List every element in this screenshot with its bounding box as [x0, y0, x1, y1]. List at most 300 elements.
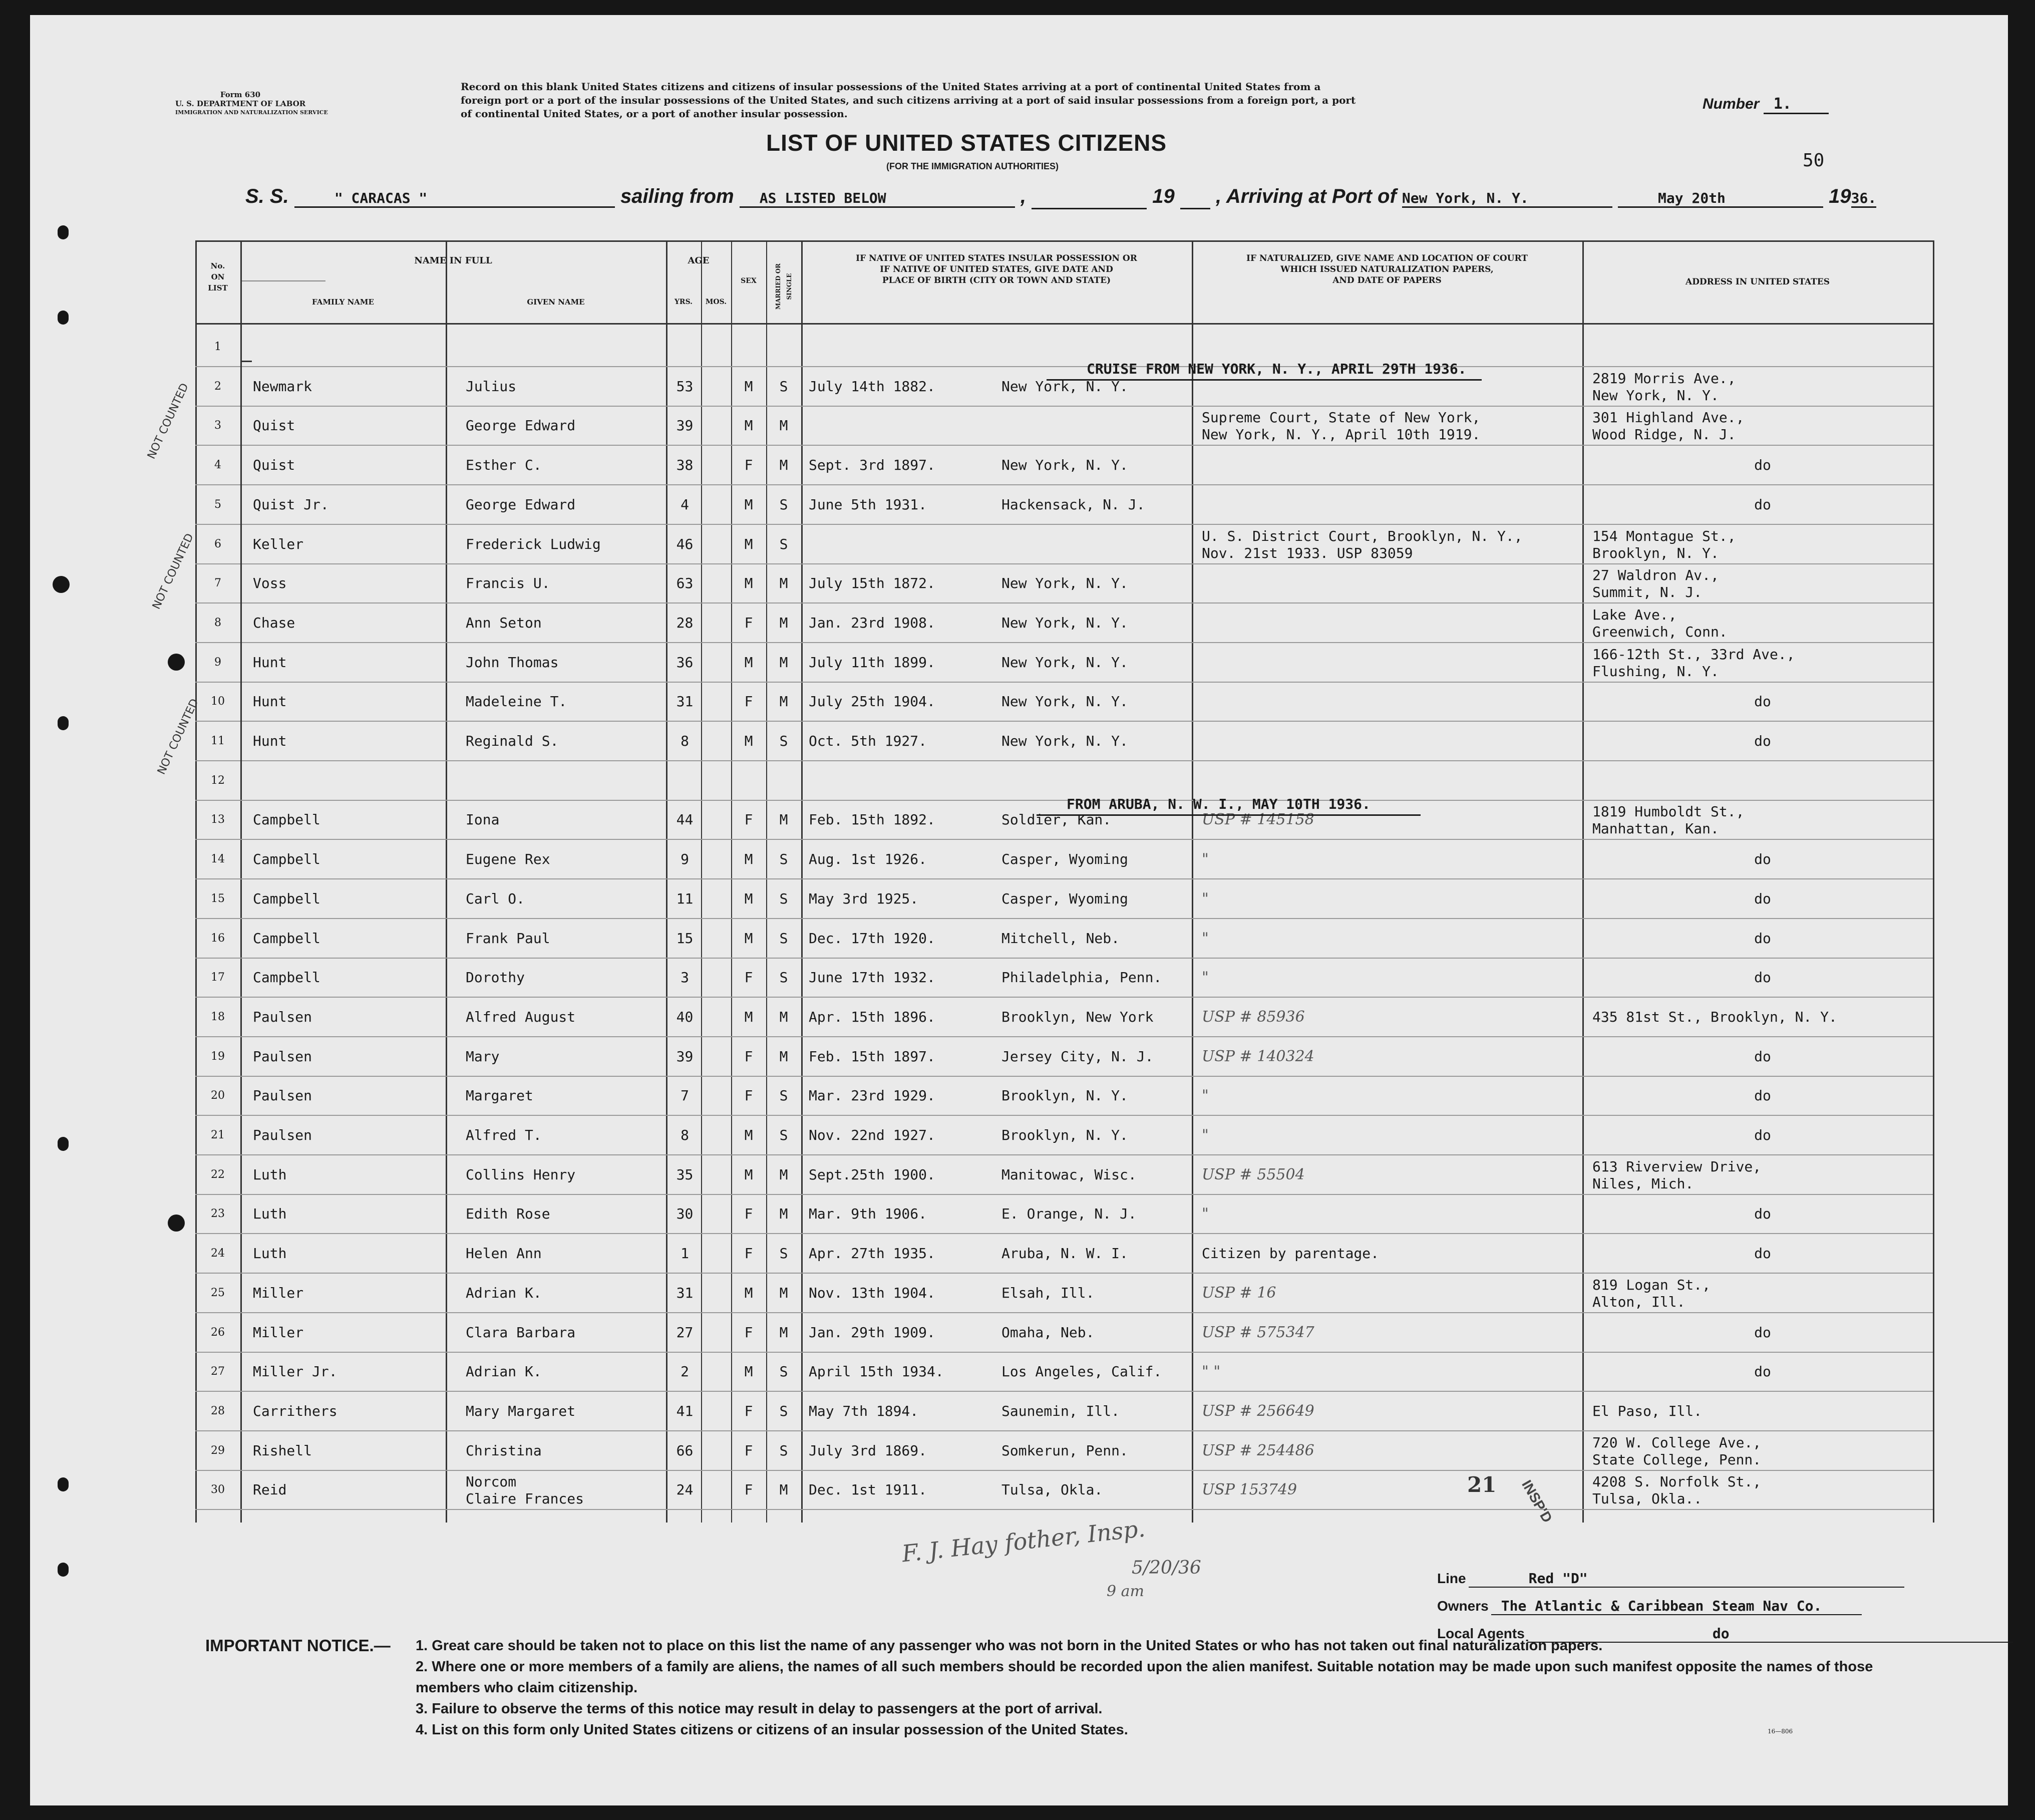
- given-name: Francis U.: [466, 575, 550, 592]
- sex: M: [744, 417, 753, 434]
- ss-label: S. S.: [245, 185, 289, 207]
- naturalization: ": [1202, 889, 1209, 907]
- marital-status: M: [779, 1205, 788, 1223]
- binder-hole: [168, 1215, 185, 1232]
- birth-date: Aug. 1st 1926.: [809, 851, 927, 868]
- binder-hole: [58, 311, 69, 325]
- table-row: [195, 1193, 1933, 1234]
- birth-place: E. Orange, N. J.: [1001, 1205, 1137, 1223]
- manifest-sheet: [30, 15, 2008, 1805]
- age-years: 40: [676, 1008, 694, 1025]
- agents-label: Local Agents: [1437, 1626, 1525, 1641]
- marital-status: S: [779, 1087, 788, 1104]
- age-years: 7: [681, 1087, 689, 1104]
- us-address: Lake Ave., Greenwich, Conn.: [1592, 606, 1728, 640]
- birth-place: Saunemin, Ill.: [1001, 1402, 1120, 1419]
- arrival-date: May 20th: [1618, 190, 1823, 208]
- family-name: Chase: [253, 614, 295, 631]
- row-number: 12: [211, 774, 225, 787]
- number-label: Number: [1703, 96, 1760, 112]
- table-row: [195, 918, 1933, 959]
- row-number: 2: [214, 380, 221, 393]
- naturalization: USP # 145158: [1202, 811, 1314, 829]
- table-row: [195, 957, 1933, 998]
- table-row: [195, 1233, 1933, 1274]
- record-note-line: of continental United States, or a port of another insular possession.: [461, 108, 848, 120]
- sex: F: [744, 1048, 753, 1065]
- table-row: [195, 760, 1933, 801]
- family-name: Campbell: [253, 969, 320, 986]
- row-number: 6: [214, 537, 221, 550]
- marital-status: M: [779, 457, 788, 474]
- table-row: [195, 563, 1933, 603]
- marital-status: S: [779, 733, 788, 749]
- line-value: Red "D": [1469, 1570, 1904, 1588]
- sex: F: [744, 1481, 753, 1498]
- age-years: 24: [676, 1481, 694, 1498]
- row-number: 7: [214, 577, 221, 590]
- us-address: do: [1754, 930, 1771, 947]
- sex: M: [744, 1008, 753, 1025]
- naturalization: U. S. District Court, Brooklyn, N. Y., Nov. 21st 1933. USP 83059: [1202, 527, 1523, 561]
- birth-place: Omaha, Neb.: [1001, 1324, 1095, 1341]
- given-name: Iona: [466, 811, 500, 828]
- marital-status: M: [779, 1324, 788, 1341]
- us-address: 1819 Humboldt St., Manhattan, Kan.: [1592, 803, 1745, 837]
- form-number: Form 630: [220, 90, 261, 99]
- notice-item: 2. Where one or more members of a family are aliens, the names of all such members should be recorded upon the alien manifest. Suitable notation may be made upon such manifest opposite the names of those members who claim citizenship.: [416, 1659, 1873, 1696]
- naturalization: Citizen by parentage.: [1202, 1245, 1380, 1262]
- given-name: Edith Rose: [466, 1205, 550, 1223]
- age-years: 41: [676, 1402, 694, 1419]
- marital-status: S: [779, 930, 788, 947]
- given-name: Mary: [466, 1048, 500, 1065]
- header-yrs: YRS.: [674, 298, 693, 306]
- us-address: do: [1754, 851, 1771, 868]
- year-prefix-2: 19: [1829, 185, 1851, 207]
- sex: M: [744, 378, 753, 395]
- row-number: 9: [214, 656, 221, 669]
- sex: F: [744, 457, 753, 474]
- age-years: 39: [676, 417, 694, 434]
- family-name: Hunt: [253, 693, 287, 710]
- given-name: Frank Paul: [466, 930, 550, 947]
- row-number: 4: [214, 459, 221, 472]
- birth-place: Jersey City, N. J.: [1001, 1048, 1154, 1065]
- sex: M: [744, 733, 753, 749]
- birth-place: Brooklyn, N. Y.: [1001, 1127, 1128, 1143]
- birth-place: New York, N. Y.: [1001, 614, 1128, 631]
- marital-status: S: [779, 535, 788, 552]
- naturalization: Supreme Court, State of New York, New York, N. Y., April 10th 1919.: [1202, 409, 1481, 443]
- record-note-line: foreign port or a port of the insular possessions of the United States, and such citizens arriving at a port of said insular possessions from a foreign port, a port: [461, 94, 1356, 106]
- row-number: 23: [211, 1207, 225, 1221]
- family-name: Luth: [253, 1166, 287, 1183]
- us-address: do: [1754, 1048, 1771, 1065]
- age-years: 35: [676, 1166, 694, 1183]
- age-years: 38: [676, 457, 694, 474]
- owners-label: Owners: [1437, 1598, 1489, 1614]
- age-years: 27: [676, 1324, 694, 1341]
- inspector-signature: F. J. Hay fother, Insp.: [900, 1514, 1147, 1568]
- sex: M: [744, 1127, 753, 1143]
- table-row: [195, 602, 1933, 643]
- date-blank: [1032, 185, 1147, 209]
- row-number: 28: [211, 1404, 225, 1417]
- us-address: El Paso, Ill.: [1592, 1402, 1703, 1419]
- age-years: 8: [681, 1127, 689, 1143]
- record-instructions: [461, 80, 1355, 121]
- marital-status: M: [779, 1008, 788, 1025]
- header-address: ADDRESS IN UNITED STATES: [1685, 277, 1830, 287]
- row-number: 11: [211, 735, 225, 747]
- family-name: Campbell: [253, 851, 320, 868]
- family-name: Quist Jr.: [253, 496, 329, 513]
- table-row: [195, 484, 1933, 525]
- birth-date: Sept. 3rd 1897.: [809, 457, 935, 474]
- marital-status: M: [779, 417, 788, 434]
- us-address: 27 Waldron Av., Summit, N. J.: [1592, 567, 1719, 601]
- birth-date: April 15th 1934.: [809, 1363, 944, 1380]
- marital-status: S: [779, 1127, 788, 1143]
- binder-hole: [58, 1477, 69, 1491]
- row-number: 15: [211, 892, 225, 905]
- marital-status: S: [779, 1363, 788, 1380]
- row-number: 19: [211, 1050, 225, 1063]
- birth-date: July 15th 1872.: [809, 575, 935, 592]
- owners-field: [1437, 1598, 1862, 1615]
- us-address: 613 Riverview Drive, Niles, Mich.: [1592, 1158, 1762, 1192]
- sex: M: [744, 851, 753, 868]
- table-row: [195, 445, 1933, 485]
- birth-date: Dec. 17th 1920.: [809, 930, 935, 947]
- given-name: Clara Barbara: [466, 1324, 576, 1341]
- marital-status: M: [779, 1284, 788, 1301]
- birth-place: Soldier, Kan.: [1001, 811, 1112, 828]
- sex: M: [744, 496, 753, 513]
- us-address: do: [1754, 1324, 1771, 1341]
- age-years: 30: [676, 1205, 694, 1223]
- department-name: U. S. DEPARTMENT OF LABOR: [175, 99, 306, 108]
- us-address: 2819 Morris Ave., New York, N. Y.: [1592, 370, 1736, 404]
- form-subtitle: (FOR THE IMMIGRATION AUTHORITIES): [886, 161, 1059, 171]
- row-number: 27: [211, 1365, 225, 1378]
- marital-status: S: [779, 1245, 788, 1262]
- form-identifier: [175, 90, 328, 117]
- table-row: [195, 1469, 1933, 1510]
- owners-value: The Atlantic & Caribbean Steam Nav Co.: [1491, 1598, 1862, 1615]
- given-name: Ann Seton: [466, 614, 542, 631]
- us-address: 301 Highland Ave., Wood Ridge, N. J.: [1592, 409, 1745, 443]
- row-number: 1: [214, 341, 221, 353]
- header-given-name: GIVEN NAME: [527, 297, 585, 307]
- given-name: Frederick Ludwig: [466, 535, 601, 552]
- naturalization: USP # 85936: [1202, 1008, 1305, 1026]
- naturalization: USP # 140324: [1202, 1047, 1314, 1065]
- marital-status: S: [779, 1402, 788, 1419]
- us-address: do: [1754, 1245, 1771, 1262]
- marital-status: S: [779, 890, 788, 907]
- count-annotation: 21: [1467, 1472, 1497, 1497]
- birth-place: Casper, Wyoming: [1001, 890, 1128, 907]
- given-name: Margaret: [466, 1087, 533, 1104]
- age-years: 3: [681, 969, 689, 986]
- ship-name: " CARACAS ": [294, 190, 615, 208]
- age-years: 11: [676, 890, 694, 907]
- row-number: 10: [211, 695, 225, 708]
- sex: M: [744, 1284, 753, 1301]
- naturalization: ": [1202, 1087, 1209, 1105]
- given-name: John Thomas: [466, 654, 559, 671]
- age-years: 4: [681, 496, 689, 513]
- birth-date: June 17th 1932.: [809, 969, 935, 986]
- naturalization: USP # 55504: [1202, 1165, 1305, 1183]
- binder-hole: [58, 225, 69, 239]
- line-label: Line: [1437, 1571, 1466, 1586]
- not-counted-stamp: NOT COUNTED: [150, 531, 196, 612]
- birth-date: Feb. 15th 1897.: [809, 1048, 935, 1065]
- sex: F: [744, 693, 753, 710]
- section-heading: FROM ARUBA, N. W. I., MAY 10TH 1936.: [1037, 796, 1421, 816]
- table-row: [195, 642, 1933, 683]
- table-row: [195, 1154, 1933, 1195]
- age-years: 2: [681, 1363, 689, 1380]
- page-number: 50: [1803, 150, 1825, 171]
- marital-status: M: [779, 1166, 788, 1183]
- birth-date: Apr. 15th 1896.: [809, 1008, 935, 1025]
- marital-status: M: [779, 1481, 788, 1498]
- row-number: 18: [211, 1010, 225, 1023]
- notice-item: 3. Failure to observe the terms of this notice may result in delay to passengers at the port of arrival.: [416, 1701, 1103, 1717]
- age-years: 66: [676, 1442, 694, 1459]
- us-address: do: [1754, 1127, 1771, 1143]
- naturalization: ": [1202, 969, 1209, 987]
- given-name: Collins Henry: [466, 1166, 576, 1183]
- birth-place: Brooklyn, New York: [1001, 1008, 1154, 1025]
- record-note-line: Record on this blank United States citizens and citizens of insular possessions of the United States arriving at a port of continental United States from a: [461, 81, 1321, 93]
- given-name: Christina: [466, 1442, 542, 1459]
- birth-date: Feb. 15th 1892.: [809, 811, 935, 828]
- notice-item: 1. Great care should be taken not to place on this list the name of any passenger who was not born in the United States or who has not taken out final naturalization papers.: [416, 1638, 1603, 1654]
- birth-date: Jan. 23rd 1908.: [809, 614, 935, 631]
- marital-status: S: [779, 496, 788, 513]
- birth-place: New York, N. Y.: [1001, 693, 1128, 710]
- birth-place: Manitowac, Wisc.: [1001, 1166, 1137, 1183]
- naturalization: ": [1202, 1205, 1209, 1223]
- birth-date: June 5th 1931.: [809, 496, 927, 513]
- table-row: [195, 1075, 1933, 1116]
- us-address: 720 W. College Ave., State College, Penn.: [1592, 1434, 1762, 1468]
- binder-hole: [58, 1563, 69, 1577]
- birth-place: Somkerun, Penn.: [1001, 1442, 1128, 1459]
- given-name: Esther C.: [466, 457, 542, 474]
- us-address: 819 Logan St., Alton, Ill.: [1592, 1276, 1711, 1310]
- row-number: 5: [214, 498, 221, 511]
- table-row: [195, 1115, 1933, 1155]
- row-number: 24: [211, 1247, 225, 1260]
- birth-date: Jan. 29th 1909.: [809, 1324, 935, 1341]
- birth-place: New York, N. Y.: [1001, 654, 1128, 671]
- marital-status: M: [779, 654, 788, 671]
- birth-date: Oct. 5th 1927.: [809, 733, 927, 749]
- given-name: Dorothy: [466, 969, 525, 986]
- row-number: 26: [211, 1326, 225, 1339]
- header-sex: SEX: [741, 277, 757, 285]
- sex: M: [744, 535, 753, 552]
- birth-date: May 3rd 1925.: [809, 890, 919, 907]
- row-number: 25: [211, 1286, 225, 1299]
- voyage-line: [245, 185, 1876, 209]
- header-birth: IF NATIVE OF UNITED STATES INSULAR POSSESSION OR IF NATIVE OF UNITED STATES, GIVE DATE AND PLACE OF BIRTH (CITY OR TOWN AND STATE): [856, 253, 1137, 285]
- birth-place: Hackensack, N. J.: [1001, 496, 1145, 513]
- passenger-table: [195, 240, 1933, 1523]
- birth-date: July 14th 1882.: [809, 378, 935, 395]
- us-address: 166-12th St., 33rd Ave., Flushing, N. Y.: [1592, 646, 1795, 680]
- row-number: 14: [211, 853, 225, 866]
- row-number: 20: [211, 1089, 225, 1102]
- header-mos: MOS.: [705, 298, 727, 306]
- sex: F: [744, 969, 753, 986]
- row-number: 8: [214, 616, 221, 629]
- naturalization: USP # 575347: [1202, 1323, 1314, 1341]
- family-name: Newmark: [253, 378, 312, 395]
- given-name: Alfred T.: [466, 1127, 542, 1143]
- table-row: [195, 524, 1933, 564]
- birth-place: New York, N. Y.: [1001, 733, 1128, 749]
- form-code: 16—806: [1768, 1728, 1793, 1735]
- family-name: Paulsen: [253, 1127, 312, 1143]
- age-years: 44: [676, 811, 694, 828]
- birth-place: Philadelphia, Penn.: [1001, 969, 1162, 986]
- us-address: do: [1754, 1205, 1771, 1223]
- given-name: Carl O.: [466, 890, 525, 907]
- given-name: Adrian K.: [466, 1284, 542, 1301]
- table-row: [195, 1312, 1933, 1353]
- row-number: 22: [211, 1168, 225, 1181]
- sex: F: [744, 1245, 753, 1262]
- marital-status: M: [779, 693, 788, 710]
- family-name: Quist: [253, 457, 295, 474]
- number-value: 1.: [1764, 95, 1829, 114]
- not-counted-stamp: NOT COUNTED: [155, 697, 201, 777]
- age-years: 28: [676, 614, 694, 631]
- birth-place: Los Angeles, Calif.: [1001, 1363, 1162, 1380]
- sex: F: [744, 1087, 753, 1104]
- birth-place: Aruba, N. W. I.: [1001, 1245, 1128, 1262]
- family-name: Keller: [253, 535, 304, 552]
- row-number: 21: [211, 1129, 225, 1141]
- family-name: Hunt: [253, 654, 287, 671]
- table-row: [195, 681, 1933, 722]
- given-name: Madeleine T.: [466, 693, 567, 710]
- row-number: 29: [211, 1444, 225, 1457]
- family-name: Miller: [253, 1324, 304, 1341]
- birth-date: Apr. 27th 1935.: [809, 1245, 935, 1262]
- sex: F: [744, 1205, 753, 1223]
- birth-place: Mitchell, Neb.: [1001, 930, 1120, 947]
- us-address: 4208 S. Norfolk St., Tulsa, Okla..: [1592, 1473, 1762, 1507]
- given-name: Reginald S.: [466, 733, 559, 749]
- age-years: 46: [676, 535, 694, 552]
- naturalization: USP 153749: [1202, 1481, 1297, 1499]
- age-years: 1: [681, 1245, 689, 1262]
- row-number: 17: [211, 971, 225, 984]
- family-name: Campbell: [253, 811, 320, 828]
- family-name: Paulsen: [253, 1087, 312, 1104]
- important-notice: [205, 1635, 1908, 1740]
- age-years: 9: [681, 851, 689, 868]
- section-heading: CRUISE FROM NEW YORK, N. Y., APRIL 29TH 1936.: [1047, 361, 1482, 381]
- given-name: Alfred August: [466, 1008, 576, 1025]
- arrival-year: 36.: [1851, 190, 1877, 208]
- family-name: Luth: [253, 1245, 287, 1262]
- family-name: Paulsen: [253, 1048, 312, 1065]
- binder-hole: [58, 716, 69, 730]
- given-name: Norcom Claire Frances: [466, 1473, 584, 1507]
- age-years: 31: [676, 693, 694, 710]
- given-name: Adrian K.: [466, 1363, 542, 1380]
- binder-hole: [58, 1137, 69, 1151]
- sex: F: [744, 1324, 753, 1341]
- row-number: 30: [211, 1483, 225, 1496]
- family-name: Campbell: [253, 890, 320, 907]
- binder-hole: [168, 654, 185, 671]
- arriving-label: , Arriving at Port of: [1216, 185, 1397, 207]
- marital-status: M: [779, 614, 788, 631]
- birth-date: July 25th 1904.: [809, 693, 935, 710]
- us-address: do: [1754, 496, 1771, 513]
- naturalization: ": [1202, 850, 1209, 868]
- year-prefix: 19: [1152, 185, 1175, 207]
- family-bracket: [240, 361, 252, 768]
- form-title: LIST OF UNITED STATES CITIZENS: [766, 130, 1167, 156]
- family-name: Paulsen: [253, 1008, 312, 1025]
- age-years: 63: [676, 575, 694, 592]
- family-name: Voss: [253, 575, 287, 592]
- naturalization: " ": [1202, 1363, 1221, 1381]
- us-address: do: [1754, 1363, 1771, 1380]
- notice-label: IMPORTANT NOTICE.—: [205, 1636, 391, 1655]
- given-name: Eugene Rex: [466, 851, 550, 868]
- sailing-from: AS LISTED BELOW: [740, 190, 1015, 208]
- table-row: [195, 997, 1933, 1037]
- table-row: [195, 1351, 1933, 1392]
- marital-status: S: [779, 969, 788, 986]
- sailing-label: sailing from: [620, 185, 734, 207]
- birth-place: Casper, Wyoming: [1001, 851, 1128, 868]
- birth-place: New York, N. Y.: [1001, 378, 1128, 395]
- birth-date: Dec. 1st 1911.: [809, 1481, 927, 1498]
- given-name: George Edward: [466, 417, 576, 434]
- birth-place: Brooklyn, N. Y.: [1001, 1087, 1128, 1104]
- family-name: Miller Jr.: [253, 1363, 337, 1380]
- given-name: Helen Ann: [466, 1245, 542, 1262]
- family-name: Luth: [253, 1205, 287, 1223]
- given-name: Julius: [466, 378, 517, 395]
- table-row: [195, 1391, 1933, 1431]
- family-name: Hunt: [253, 733, 287, 749]
- family-name: Campbell: [253, 930, 320, 947]
- table-row: [195, 1273, 1933, 1313]
- service-name: IMMIGRATION AND NATURALIZATION SERVICE: [175, 109, 328, 116]
- marital-status: S: [779, 851, 788, 868]
- birth-date: July 3rd 1869.: [809, 1442, 927, 1459]
- family-name: Miller: [253, 1284, 304, 1301]
- us-address: do: [1754, 693, 1771, 710]
- sex: M: [744, 930, 753, 947]
- signature-time: 9 am: [1107, 1583, 1144, 1600]
- us-address: do: [1754, 457, 1771, 474]
